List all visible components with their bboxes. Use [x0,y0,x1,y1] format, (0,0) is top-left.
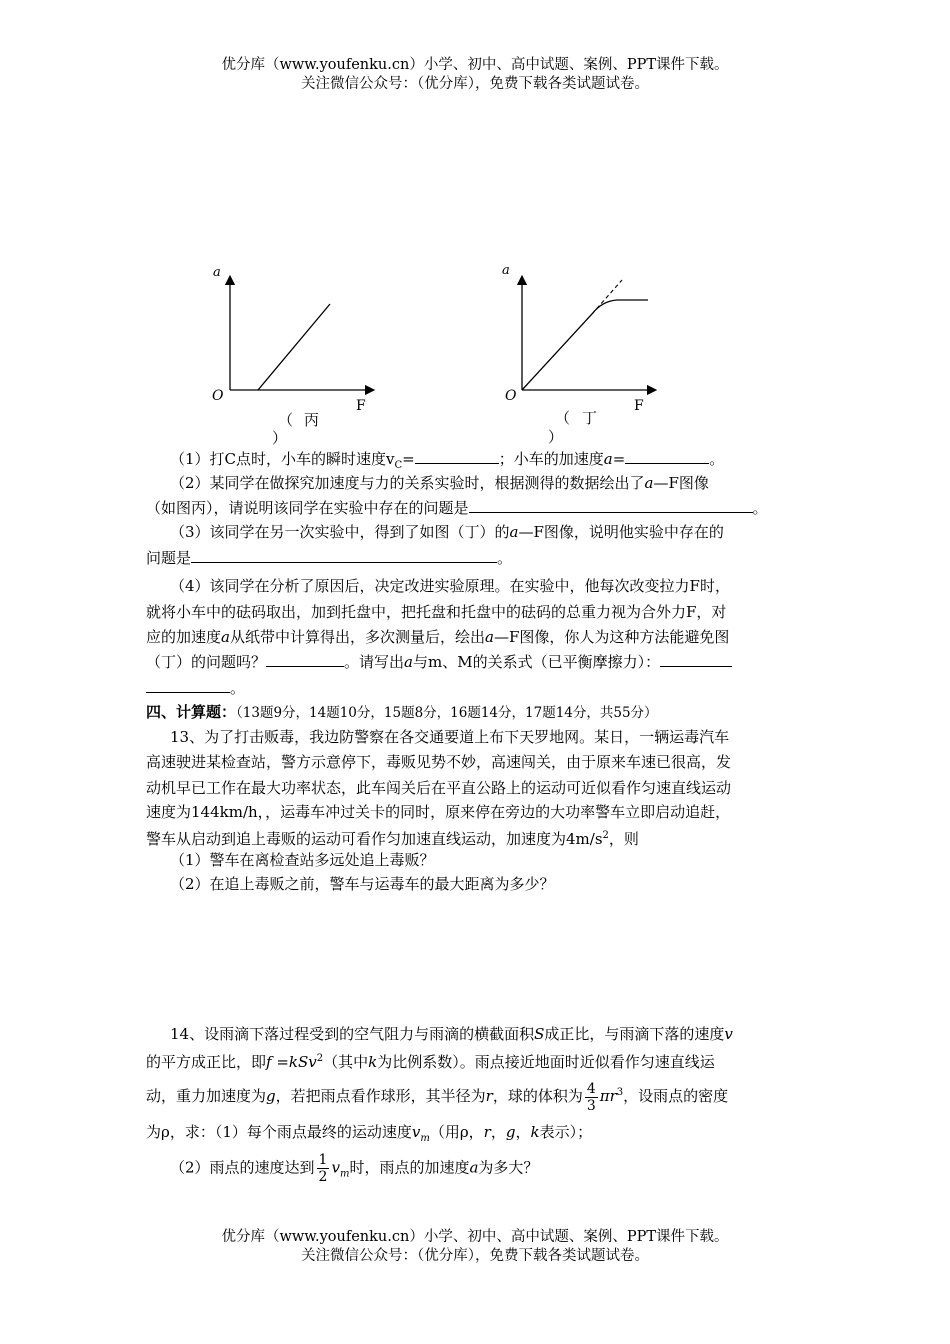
graph-bing-origin: O [212,388,224,404]
answer-blank-acceleration[interactable] [625,448,709,464]
q12-part3-line2: 问题是 。 [146,549,513,567]
fraction-four-thirds: $\frac{4}{3}$ [586,1080,596,1114]
q12-part2-line2: （如图丙），请说明该同学在实验中存在的问题是 。 [146,499,768,517]
answer-blank-q12-4b-cont[interactable] [146,677,230,693]
q13-line3: 动机早已工作在最大功率状态，此车闯关后在平直公路上的运动可近似看作匀速直线运动 [146,779,732,797]
answer-blank-q12-4b[interactable] [660,651,732,667]
q13-line5: 警车从启动到追上毒贩的运动可看作匀加速直线运动，加速度为$4m/s^2$，则 [146,830,639,848]
graph-bing-x-label: F [356,398,366,414]
graph-ding-origin: O [505,388,517,404]
q13-sub1: （1）警车在离检查站多远处追上毒贩？ [170,851,435,869]
q12-part1: （1）打C点时，小车的瞬时速度$v_C=$ ；小车的加速度a= 。 [170,450,725,471]
graph-ding-y-label: a [502,263,510,278]
q12-part4-line2: 就将小车中的砝码取出，加到托盘中，把托盘和托盘中的砝码的总重力视为合外力F，对 [146,603,727,621]
section4-heading: 四、计算题：（13题9分，14题10分，15题8分，16题14分，17题14分，共55分） [146,703,658,721]
q13-line2: 高速驶进某检查站，警方示意停下，毒贩见势不妙，高速闯关，由于原来车速已很高，发 [146,753,732,771]
q12-part3-line1: （3）该同学在另一次实验中，得到了如图（丁）的a—F图像，说明他实验中存在的 [170,523,724,541]
graph-bing [200,258,400,418]
q12-part4-line1: （4）该同学在分析了原因后，决定改进实验原理。在实验中，他每次改变拉力F时， [170,577,730,595]
page-header-line1: 优分库（www.youfenku.cn）小学、初中、高中试题、案例、PPT课件下载。 [221,57,729,73]
graph-bing-line [258,304,330,390]
q12-part4-line5: 。 [146,676,808,700]
page-footer-line2: 关注微信公众号：（优分库），免费下载各类试题试卷。 [301,1248,649,1264]
graph-bing-caption-close: ） [272,429,288,447]
graph-bing-y-label: a [213,265,221,280]
graph-ding-caption-close: ） [548,428,564,446]
fraction-one-half: $\frac{1}{2}$ [318,1152,328,1185]
q14-line1: 14、设雨滴下落过程受到的空气阻力与雨滴的横截面积S成正比，与雨滴下落的速度v [170,1025,733,1043]
q12-part4-line3: 应的加速度a从纸带中计算得出，多次测量后，绘出a—F图像，你人为这种方法能避免图 [146,628,730,646]
q14-line4: 为ρ，求：（1）每个雨点最终的运动速度$v_m$（用ρ，r，g，k表示）； [146,1123,593,1144]
graph-ding-x-label: F [634,398,644,414]
graph-ding-caption-open: （ [555,409,571,427]
q14-line2: 的平方成正比，即f =kSv$^2$（其中k为比例系数）。雨点接近地面时近似看作匀速直线运 [146,1053,715,1071]
answer-blank-q12-4a[interactable] [266,651,344,667]
answer-blank-q12-3[interactable] [191,547,497,563]
q12-part4-line4: （丁）的问题吗？ 。请写出a与m、M的关系式（已平衡摩擦力）： [146,650,808,674]
page-header-line2: 关注微信公众号：（优分库），免费下载各类试题试卷。 [301,76,649,92]
answer-blank-vc[interactable] [415,448,499,464]
graph-bing-caption-open: （ [278,411,294,429]
q13-line4: 速度为144km/h，，运毒车冲过关卡的同时，原来停在旁边的大功率警车立即启动追赶， [146,803,731,821]
q14-line3: 动，重力加速度为g，若把雨点看作球形，其半径为r，球的体积为 $\frac{4}{3}$ $\pi r^3$，设雨点的密度 [146,1080,729,1114]
graph-ding [492,258,692,418]
q13-sub2: （2）在追上毒贩之前，警车与运毒车的最大距离为多少？ [170,875,555,893]
graph-bing-caption-name: 丙 [304,411,320,429]
graph-ding-curve [522,300,648,390]
q12-part2-line1: （2）某同学在做探究加速度与力的关系实验时，根据测得的数据绘出了a—F图像 [170,474,709,492]
q14-line5: （2）雨点的速度达到 $\frac{1}{2}$ $v_m$时，雨点的加速度a为多大？ [170,1152,539,1185]
q13-line1: 13、为了打击贩毒，我边防警察在各交通要道上布下天罗地网。某日，一辆运毒汽车 [170,728,730,746]
graph-ding-caption-name: 丁 [582,409,598,427]
answer-blank-q12-2[interactable] [469,497,753,513]
page-footer-line1: 优分库（www.youfenku.cn）小学、初中、高中试题、案例、PPT课件下载。 [221,1229,729,1245]
